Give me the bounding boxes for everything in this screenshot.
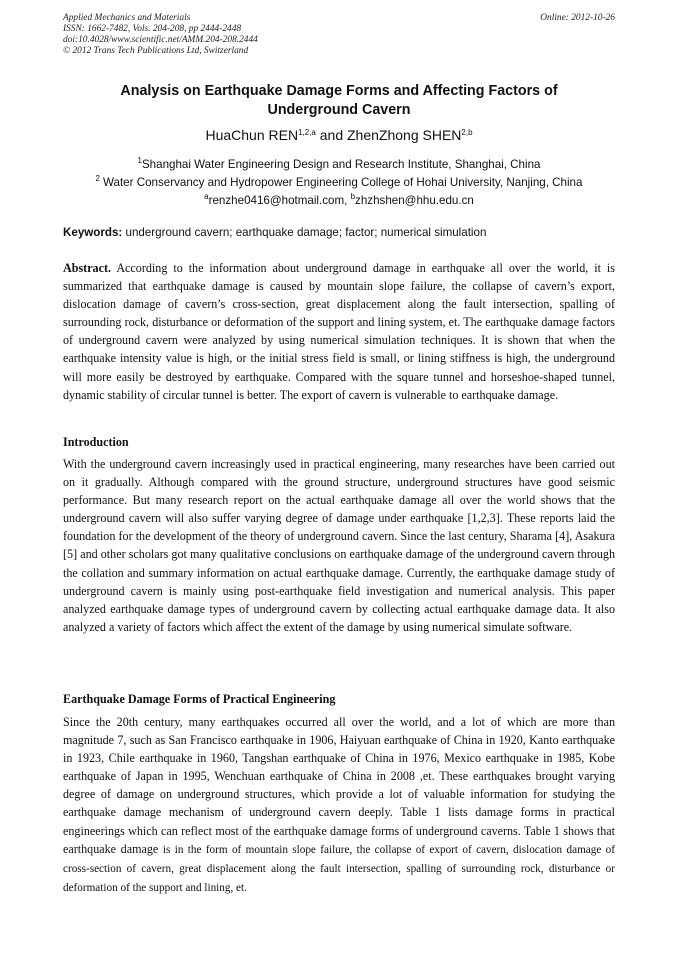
author-2-affil: 2,b xyxy=(461,128,473,137)
journal-name: Applied Mechanics and Materials xyxy=(63,13,191,23)
section-2-body: Since the 20th century, many earthquakes occurred all over the world, and a lot of which are more than magnitude 7, such as San Francisco earthquake in 1906, Haiyuan earthquake of China in 1920, Kanto earthquake in 1923, Chile earthquake in 1960, Tangshan earthquake of China in 1976, Mexico earthquake in 1985, Kobe earthquake of Japan in 1995, Wenchuan earthquake of China in 2008 ,et. These earthquakes brought varying degree of damage on underground structures, which provide a lot of valuable information for studying the earthquake damage mechanism of underground cavern deeply. Table 1 lists damage forms in practical engineerings which can reflect most of the earthquake damage forms of underground caverns. Table 1 shows that earthquake damage xyxy=(63,715,615,856)
title-line-1: Analysis on Earthquake Damage Forms and Affecting Factors of xyxy=(120,83,558,99)
affiliation-2-text: Water Conservancy and Hydropower Engineering College of Hohai University, Nanjing, China xyxy=(103,176,583,189)
email-b-marker: b xyxy=(350,192,356,201)
copyright-line: © 2012 Trans Tech Publications Ltd, Switzerland xyxy=(63,46,249,56)
intro-text: With the underground cavern increasingly used in practical engineering, many researches have been carried out on it gradually. Although compared with the ground structure, underground structures have good seismic performance. But many research report on the actual earthquake damage all over the world shows that the underground cavern will also suffer varying degree of damage under earthquake [1,2,3]. These reports laid the foundation for the development of the theory of underground cavern. Since the last century, Sharama [4], Asakura [5] and other scholars got many qualitative conclusions on earthquake damage of the underground cavern through the collation and summary information on actual earthquake damage. Currently, the earthquake damage study of underground cavern is mainly using post-earthquake field investigation and numerical analysis. This paper analyzed earthquake damage types of underground cavern by collecting actual earthquake damage data. It also analyzed a variety of factors which affect the extent of the damage by using numerical simulate software. xyxy=(63,457,615,634)
email-a-marker: a xyxy=(204,192,209,201)
issn-line: ISSN: 1662-7482, Vols. 204-208, pp 2444-2448 xyxy=(63,24,242,34)
keywords xyxy=(63,225,615,240)
affiliation-1 xyxy=(63,157,615,172)
affiliation-2 xyxy=(63,175,615,190)
section-2-heading: Earthquake Damage Forms of Practical Engineering xyxy=(63,692,336,706)
affiliation-1-number: 1 xyxy=(137,156,142,165)
abstract-label: Abstract. xyxy=(63,261,112,275)
abstract xyxy=(63,259,615,404)
email-b: zhzhshen@hhu.edu.cn xyxy=(355,194,474,207)
email-line xyxy=(63,193,615,208)
author-and: and xyxy=(315,127,347,143)
section-2-text xyxy=(63,713,615,897)
title-line-2: Underground Cavern xyxy=(267,102,411,118)
author-1: HuaChun REN xyxy=(205,127,299,143)
affiliation-2-number: 2 xyxy=(95,174,100,183)
affiliation-1-text: Shanghai Water Engineering Design and Research Institute, Shanghai, China xyxy=(141,158,541,171)
email-a: renzhe0416@hotmail.com, xyxy=(208,194,348,207)
doi-line: doi:10.4028/www.scientific.net/AMM.204-208.2444 xyxy=(63,35,258,45)
author-1-affil: 1,2,a xyxy=(298,128,316,137)
intro-heading: Introduction xyxy=(63,435,129,449)
keywords-label: Keywords: xyxy=(63,226,123,239)
author-2: ZhenZhong SHEN xyxy=(347,127,462,143)
online-date: Online: 2012-10-26 xyxy=(540,13,615,23)
paper-title xyxy=(63,82,615,120)
author-list xyxy=(63,126,615,144)
section-2-body-small: is in the form of mountain slope failure, the collapse of export of cavern, dislocation damage of cross-section of cavern, great displacement along the fault intersection, spalling of surrounding rock, disturbance or deformation of the support and lining, et. xyxy=(63,843,615,894)
journal-header xyxy=(63,13,615,57)
abstract-text: According to the information about underground damage in earthquake all over the world, it is summarized that earthquake damage is caused by mountain slope failure, the collapse of cavern’s export, dislocation damage of cavern’s cross-section, great displacement along the fault intersection, spalling of surrounding rock, disturbance or deformation of the support and lining system, et. The earthquake damage factors of underground cavern were analyzed by using numerical simulation techniques. It is shown that when the earthquake intensity value is high, or the initial stress field is small, or lining stiffness is high, the underground will more easily be destroyed by earthquake. Compared with the square tunnel and horseshoe-shaped tunnel, dynamic stability of circular tunnel is better. The export of cavern is vulnerable to earthquake damage. xyxy=(63,261,615,402)
keywords-text: underground cavern; earthquake damage; factor; numerical simulation xyxy=(122,226,487,239)
